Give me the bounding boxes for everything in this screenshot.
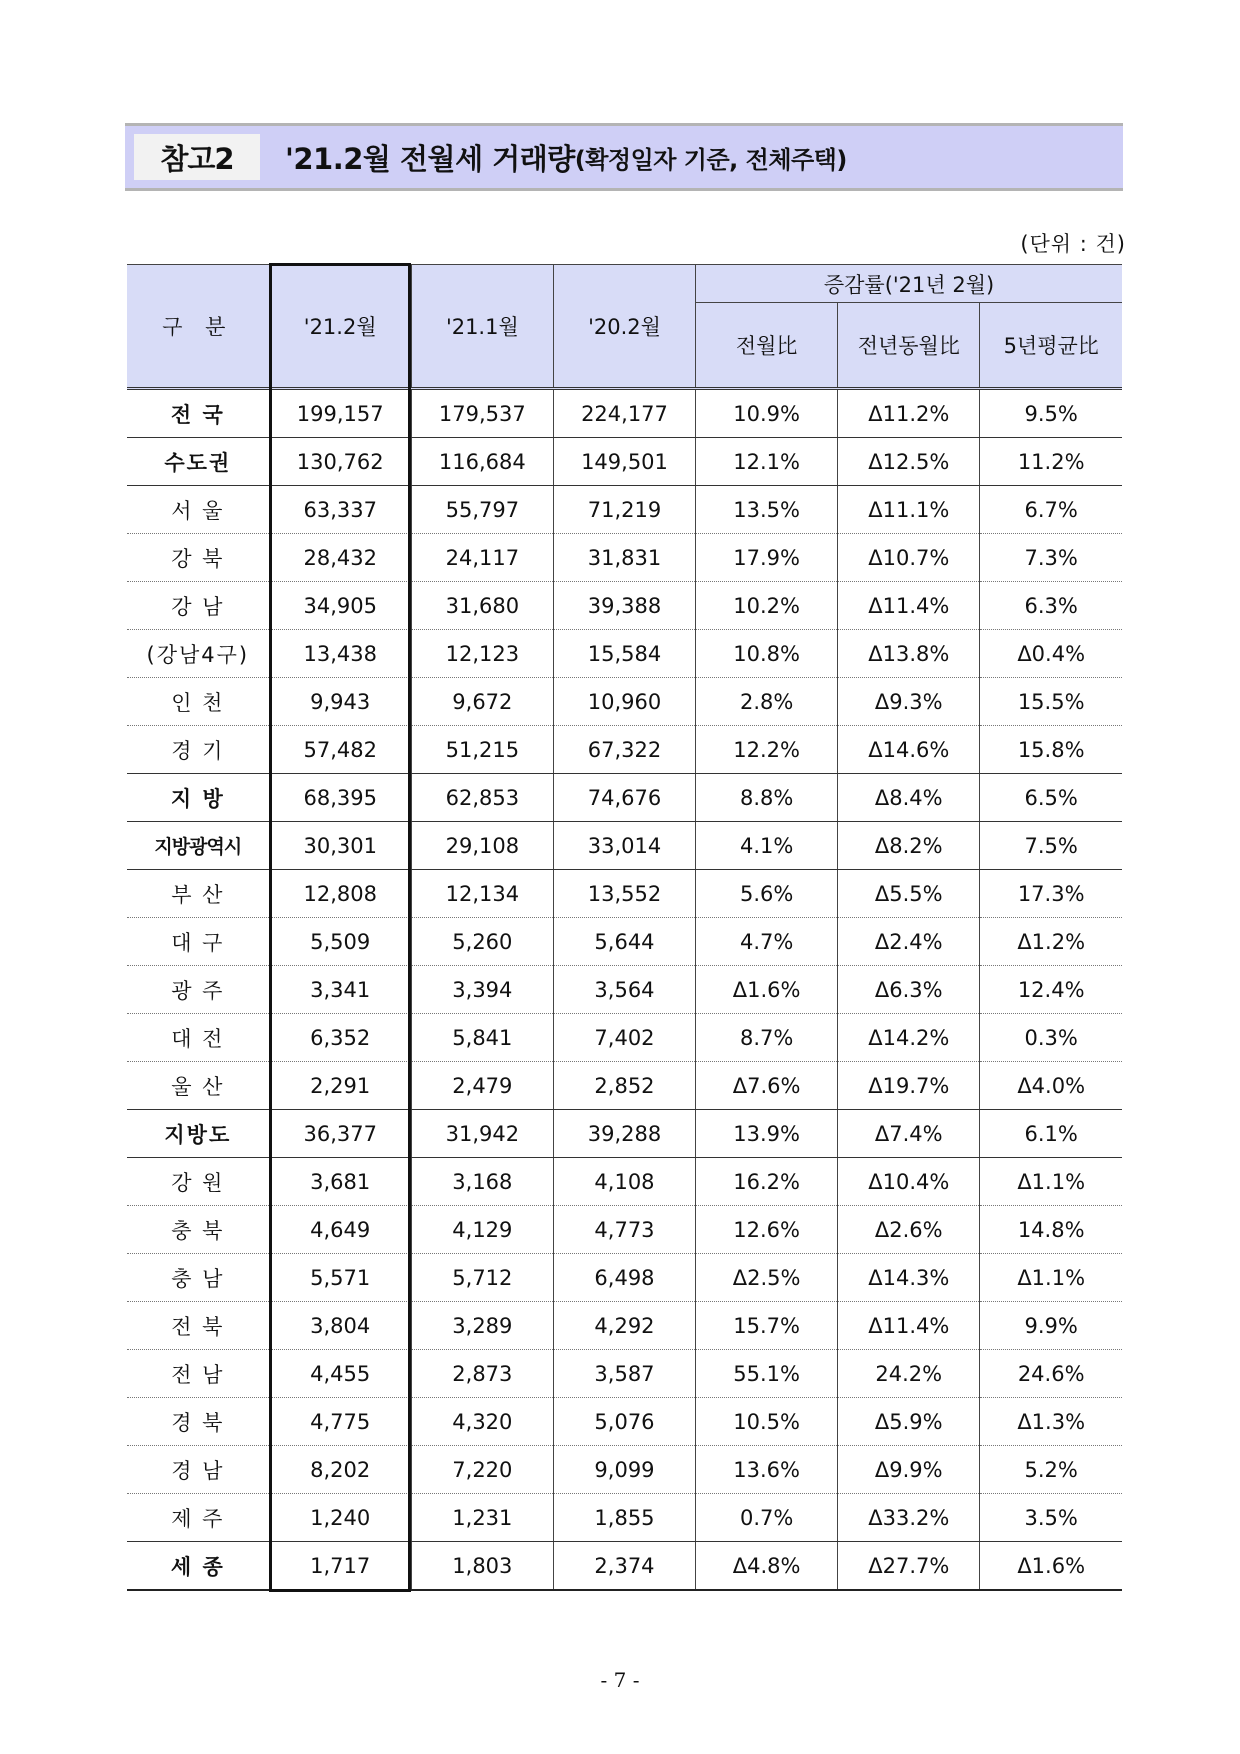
cell-5yr-avg: Δ1.6% (980, 1542, 1122, 1591)
cell-2021-jan: 116,684 (411, 438, 553, 486)
cell-2021-feb: 6,352 (269, 1014, 411, 1062)
cell-2021-feb: 3,341 (269, 966, 411, 1014)
cell-5yr-avg: 7.3% (980, 534, 1122, 582)
cell-2020-feb: 2,374 (553, 1542, 695, 1591)
table-row (127, 1446, 1122, 1494)
table-row (127, 1062, 1122, 1110)
table-row (127, 1158, 1122, 1206)
table-row (127, 1254, 1122, 1302)
cell-mom: 12.1% (696, 438, 838, 486)
cell-2020-feb: 4,292 (553, 1302, 695, 1350)
table-row (127, 774, 1122, 822)
cell-2021-jan: 31,680 (411, 582, 553, 630)
cell-5yr-avg: Δ0.4% (980, 630, 1122, 678)
cell-region: 강 남 (127, 582, 269, 630)
cell-2020-feb: 224,177 (553, 389, 695, 438)
cell-region: 서 울 (127, 486, 269, 534)
table-row (127, 389, 1122, 438)
cell-yoy: Δ6.3% (838, 966, 980, 1014)
cell-2021-jan: 5,260 (411, 918, 553, 966)
cell-2020-feb: 149,501 (553, 438, 695, 486)
cell-region: 전 북 (127, 1302, 269, 1350)
cell-yoy: Δ27.7% (838, 1542, 980, 1591)
cell-2021-jan: 5,841 (411, 1014, 553, 1062)
cell-yoy: Δ13.8% (838, 630, 980, 678)
cell-region: 경 남 (127, 1446, 269, 1494)
cell-2021-jan: 2,873 (411, 1350, 553, 1398)
cell-region: 수도권 (127, 438, 269, 486)
cell-region: 전 국 (127, 389, 269, 438)
cell-mom: 4.7% (696, 918, 838, 966)
cell-2021-jan: 55,797 (411, 486, 553, 534)
cell-2021-feb: 4,649 (269, 1206, 411, 1254)
cell-2021-jan: 179,537 (411, 389, 553, 438)
cell-region: 지방도 (127, 1110, 269, 1158)
cell-yoy: Δ8.2% (838, 822, 980, 870)
cell-region: 충 북 (127, 1206, 269, 1254)
cell-mom: 15.7% (696, 1302, 838, 1350)
cell-mom: 12.6% (696, 1206, 838, 1254)
table-body (127, 389, 1122, 1591)
table-row (127, 1302, 1122, 1350)
title-bar (125, 123, 1123, 191)
cell-2021-jan: 4,320 (411, 1398, 553, 1446)
cell-yoy: Δ14.2% (838, 1014, 980, 1062)
cell-2020-feb: 5,644 (553, 918, 695, 966)
cell-2021-jan: 62,853 (411, 774, 553, 822)
reference-badge: 참고2 (134, 134, 260, 180)
table-row (127, 1398, 1122, 1446)
header-mom: 전월比 (696, 303, 838, 389)
cell-2021-feb: 4,455 (269, 1350, 411, 1398)
cell-5yr-avg: 0.3% (980, 1014, 1122, 1062)
cell-2020-feb: 10,960 (553, 678, 695, 726)
cell-2021-feb: 63,337 (269, 486, 411, 534)
cell-region: 부 산 (127, 870, 269, 918)
table-row (127, 1542, 1122, 1591)
table-row (127, 534, 1122, 582)
table-row (127, 726, 1122, 774)
table-row (127, 1014, 1122, 1062)
cell-2021-jan: 3,394 (411, 966, 553, 1014)
table-row (127, 630, 1122, 678)
cell-2021-feb: 12,808 (269, 870, 411, 918)
table-row (127, 582, 1122, 630)
table-row (127, 918, 1122, 966)
table-row (127, 1206, 1122, 1254)
cell-2021-feb: 28,432 (269, 534, 411, 582)
cell-5yr-avg: 6.7% (980, 486, 1122, 534)
table-row (127, 1110, 1122, 1158)
cell-mom: 8.8% (696, 774, 838, 822)
cell-2021-feb: 4,775 (269, 1398, 411, 1446)
cell-yoy: 24.2% (838, 1350, 980, 1398)
cell-5yr-avg: 6.3% (980, 582, 1122, 630)
cell-5yr-avg: 3.5% (980, 1494, 1122, 1542)
header-2021-feb: '21.2월 (269, 265, 411, 389)
cell-region: 울 산 (127, 1062, 269, 1110)
cell-2021-feb: 1,717 (269, 1542, 411, 1591)
cell-2021-jan: 2,479 (411, 1062, 553, 1110)
cell-5yr-avg: 9.5% (980, 389, 1122, 438)
cell-mom: Δ1.6% (696, 966, 838, 1014)
cell-region: 강 원 (127, 1158, 269, 1206)
cell-yoy: Δ11.2% (838, 389, 980, 438)
cell-2021-feb: 68,395 (269, 774, 411, 822)
cell-mom: 13.5% (696, 486, 838, 534)
cell-5yr-avg: 6.1% (980, 1110, 1122, 1158)
cell-2020-feb: 7,402 (553, 1014, 695, 1062)
table-row (127, 678, 1122, 726)
cell-mom: 13.9% (696, 1110, 838, 1158)
cell-2021-feb: 130,762 (269, 438, 411, 486)
cell-2020-feb: 13,552 (553, 870, 695, 918)
cell-region: 지 방 (127, 774, 269, 822)
cell-2020-feb: 39,288 (553, 1110, 695, 1158)
cell-yoy: Δ5.5% (838, 870, 980, 918)
cell-2020-feb: 39,388 (553, 582, 695, 630)
cell-5yr-avg: 17.3% (980, 870, 1122, 918)
cell-yoy: Δ11.1% (838, 486, 980, 534)
cell-yoy: Δ7.4% (838, 1110, 980, 1158)
header-5yr-avg: 5년평균比 (980, 303, 1122, 389)
lease-transaction-table (127, 264, 1122, 1591)
cell-mom: 2.8% (696, 678, 838, 726)
cell-5yr-avg: 9.9% (980, 1302, 1122, 1350)
cell-5yr-avg: 24.6% (980, 1350, 1122, 1398)
cell-yoy: Δ11.4% (838, 1302, 980, 1350)
cell-5yr-avg: Δ1.1% (980, 1158, 1122, 1206)
cell-mom: 5.6% (696, 870, 838, 918)
cell-2021-jan: 1,231 (411, 1494, 553, 1542)
cell-yoy: Δ14.6% (838, 726, 980, 774)
cell-mom: 16.2% (696, 1158, 838, 1206)
unit-label: (단위 : 건) (1020, 232, 1126, 256)
cell-2020-feb: 3,587 (553, 1350, 695, 1398)
cell-2020-feb: 3,564 (553, 966, 695, 1014)
cell-yoy: Δ5.9% (838, 1398, 980, 1446)
cell-yoy: Δ2.6% (838, 1206, 980, 1254)
cell-yoy: Δ8.4% (838, 774, 980, 822)
cell-2020-feb: 74,676 (553, 774, 695, 822)
table-row (127, 438, 1122, 486)
cell-yoy: Δ33.2% (838, 1494, 980, 1542)
cell-mom: 12.2% (696, 726, 838, 774)
cell-2020-feb: 71,219 (553, 486, 695, 534)
cell-2021-jan: 3,289 (411, 1302, 553, 1350)
table-row (127, 966, 1122, 1014)
cell-yoy: Δ19.7% (838, 1062, 980, 1110)
cell-2021-feb: 13,438 (269, 630, 411, 678)
cell-region: 광 주 (127, 966, 269, 1014)
cell-yoy: Δ9.3% (838, 678, 980, 726)
cell-2021-feb: 3,804 (269, 1302, 411, 1350)
cell-5yr-avg: Δ1.2% (980, 918, 1122, 966)
cell-2021-jan: 12,123 (411, 630, 553, 678)
cell-yoy: Δ14.3% (838, 1254, 980, 1302)
table-row (127, 822, 1122, 870)
cell-mom: 10.5% (696, 1398, 838, 1446)
cell-region: 대 구 (127, 918, 269, 966)
cell-yoy: Δ12.5% (838, 438, 980, 486)
page-title (285, 134, 847, 180)
cell-mom: 55.1% (696, 1350, 838, 1398)
cell-2021-jan: 7,220 (411, 1446, 553, 1494)
title-sub: (확정일자 기준, 전체주택) (574, 145, 847, 174)
cell-2021-feb: 8,202 (269, 1446, 411, 1494)
table-row (127, 1494, 1122, 1542)
cell-5yr-avg: 12.4% (980, 966, 1122, 1014)
page-number: - 7 - (600, 1668, 640, 1692)
cell-2021-jan: 24,117 (411, 534, 553, 582)
cell-yoy: Δ9.9% (838, 1446, 980, 1494)
cell-2021-feb: 36,377 (269, 1110, 411, 1158)
title-main: '21.2월 전월세 거래량 (285, 141, 575, 176)
header-2020-feb: '20.2월 (553, 265, 695, 389)
cell-region: 대 전 (127, 1014, 269, 1062)
cell-2021-jan: 1,803 (411, 1542, 553, 1591)
cell-5yr-avg: 14.8% (980, 1206, 1122, 1254)
cell-2020-feb: 15,584 (553, 630, 695, 678)
cell-5yr-avg: Δ1.3% (980, 1398, 1122, 1446)
cell-2020-feb: 6,498 (553, 1254, 695, 1302)
cell-2021-jan: 31,942 (411, 1110, 553, 1158)
cell-2021-jan: 29,108 (411, 822, 553, 870)
cell-5yr-avg: 6.5% (980, 774, 1122, 822)
cell-region: 강 북 (127, 534, 269, 582)
cell-region: 경 북 (127, 1398, 269, 1446)
cell-region: 세 종 (127, 1542, 269, 1591)
cell-mom: 4.1% (696, 822, 838, 870)
cell-2020-feb: 67,322 (553, 726, 695, 774)
cell-2021-feb: 5,571 (269, 1254, 411, 1302)
cell-region: 지방광역시 (127, 822, 269, 870)
cell-5yr-avg: 7.5% (980, 822, 1122, 870)
cell-region: 전 남 (127, 1350, 269, 1398)
header-region: 구 분 (127, 265, 269, 389)
cell-mom: 13.6% (696, 1446, 838, 1494)
cell-2020-feb: 33,014 (553, 822, 695, 870)
cell-2021-feb: 30,301 (269, 822, 411, 870)
cell-2020-feb: 1,855 (553, 1494, 695, 1542)
cell-mom: 8.7% (696, 1014, 838, 1062)
table-row (127, 870, 1122, 918)
cell-5yr-avg: 15.5% (980, 678, 1122, 726)
cell-yoy: Δ10.7% (838, 534, 980, 582)
cell-mom: 10.8% (696, 630, 838, 678)
cell-2021-jan: 12,134 (411, 870, 553, 918)
cell-2021-feb: 1,240 (269, 1494, 411, 1542)
cell-2021-feb: 2,291 (269, 1062, 411, 1110)
cell-2021-feb: 3,681 (269, 1158, 411, 1206)
cell-yoy: Δ2.4% (838, 918, 980, 966)
cell-mom: 10.2% (696, 582, 838, 630)
cell-yoy: Δ11.4% (838, 582, 980, 630)
cell-2021-jan: 51,215 (411, 726, 553, 774)
cell-2020-feb: 31,831 (553, 534, 695, 582)
cell-mom: Δ7.6% (696, 1062, 838, 1110)
cell-5yr-avg: Δ1.1% (980, 1254, 1122, 1302)
cell-region: 제 주 (127, 1494, 269, 1542)
cell-mom: Δ2.5% (696, 1254, 838, 1302)
cell-2021-jan: 4,129 (411, 1206, 553, 1254)
cell-2021-feb: 5,509 (269, 918, 411, 966)
table-row (127, 1350, 1122, 1398)
table-row (127, 486, 1122, 534)
cell-5yr-avg: 5.2% (980, 1446, 1122, 1494)
header-2021-jan: '21.1월 (411, 265, 553, 389)
cell-mom: 17.9% (696, 534, 838, 582)
header-yoy: 전년동월比 (838, 303, 980, 389)
cell-yoy: Δ10.4% (838, 1158, 980, 1206)
cell-region: (강남4구) (127, 630, 269, 678)
cell-mom: Δ4.8% (696, 1542, 838, 1591)
cell-region: 인 천 (127, 678, 269, 726)
header-change-rate: 증감률('21년 2월) (696, 265, 1122, 303)
cell-5yr-avg: 11.2% (980, 438, 1122, 486)
cell-5yr-avg: 15.8% (980, 726, 1122, 774)
cell-2021-jan: 9,672 (411, 678, 553, 726)
cell-2020-feb: 9,099 (553, 1446, 695, 1494)
cell-region: 경 기 (127, 726, 269, 774)
cell-region: 충 남 (127, 1254, 269, 1302)
cell-2020-feb: 5,076 (553, 1398, 695, 1446)
cell-2021-jan: 5,712 (411, 1254, 553, 1302)
cell-5yr-avg: Δ4.0% (980, 1062, 1122, 1110)
cell-mom: 0.7% (696, 1494, 838, 1542)
cell-2020-feb: 4,108 (553, 1158, 695, 1206)
cell-2021-feb: 9,943 (269, 678, 411, 726)
cell-2021-feb: 57,482 (269, 726, 411, 774)
cell-mom: 10.9% (696, 389, 838, 438)
cell-2021-feb: 34,905 (269, 582, 411, 630)
cell-2021-jan: 3,168 (411, 1158, 553, 1206)
cell-2020-feb: 2,852 (553, 1062, 695, 1110)
cell-2020-feb: 4,773 (553, 1206, 695, 1254)
cell-2021-feb: 199,157 (269, 389, 411, 438)
